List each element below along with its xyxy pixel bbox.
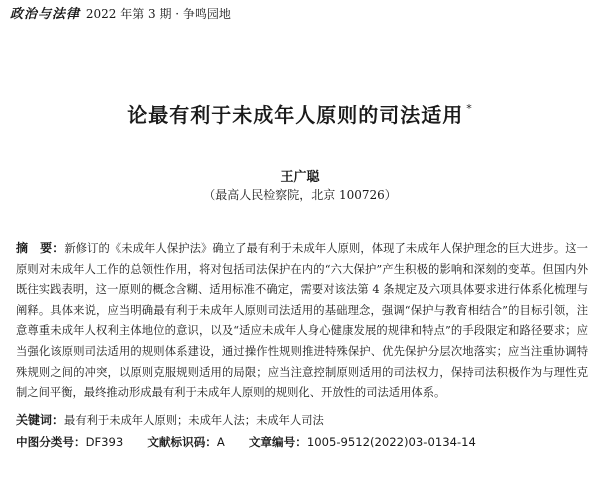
article-number-label: 文章编号： xyxy=(248,435,307,449)
clc-label: 中图分类号： xyxy=(16,435,86,449)
keywords-text: 最有利于未成年人原则；未成年人法；未成年人司法 xyxy=(64,414,324,427)
keywords xyxy=(16,410,588,431)
abstract-text: 新修订的《未成年人保护法》确立了最有利于未成年人原则，体现了未成年人保护理念的巨大进步。这一原则对未成年人工作的总领性作用，将对包括司法保护在内的“六大保护”产生积极的影响和深刻的变革。但国内外既往实践表明，这一原则的概念含糊、适用标准不确定，需要对该法第 4 条规定及六项具体要求进行体系化梳理与阐释。具体来说，应当明确最有利于未成年人原则司法适用的基础理念，强调“保护与教育相结合”的目标引领，注意尊重未成年人权利主体地位的意识，以及“适应未成年人身心健康发展的规律和特点”的手段限定和路径要求；应当强化该原则司法适用的规则体系建设，通过操作性规则推进特殊保护、优先保护分层次地落实；应当注重协调特殊规则之间的冲突，以原则克服规则适用的局限；应当注意控制原则适用的司法权力，保持司法积极作为与理性克制之间平衡，最终推动形成最有利于未成年人原则的规则化、开放性的司法适用体系。 xyxy=(16,242,588,400)
author-name: 王广聪 xyxy=(280,170,320,185)
abstract-label: 摘 要： xyxy=(16,241,65,255)
author-affiliation: （最高人民检察院，北京 100726） xyxy=(203,188,397,202)
keywords-label: 关键词： xyxy=(16,413,65,427)
classification-line xyxy=(16,432,588,452)
running-header xyxy=(10,6,231,23)
doc-code-label: 文献标识码： xyxy=(147,435,217,449)
title-footnote-mark: * xyxy=(466,102,473,115)
article-number-value: 1005-9512(2022)03-0134-14 xyxy=(306,435,476,449)
article-title xyxy=(0,96,600,128)
journal-name: 政治与法律 xyxy=(10,7,81,22)
clc-value: DF393 xyxy=(85,435,124,449)
abstract xyxy=(16,238,588,404)
issue-info: 2022 年第 3 期 · 争鸣园地 xyxy=(85,7,231,21)
doc-code-value: A xyxy=(216,435,225,449)
title-text: 论最有利于未成年人原则的司法适用 xyxy=(127,103,464,127)
